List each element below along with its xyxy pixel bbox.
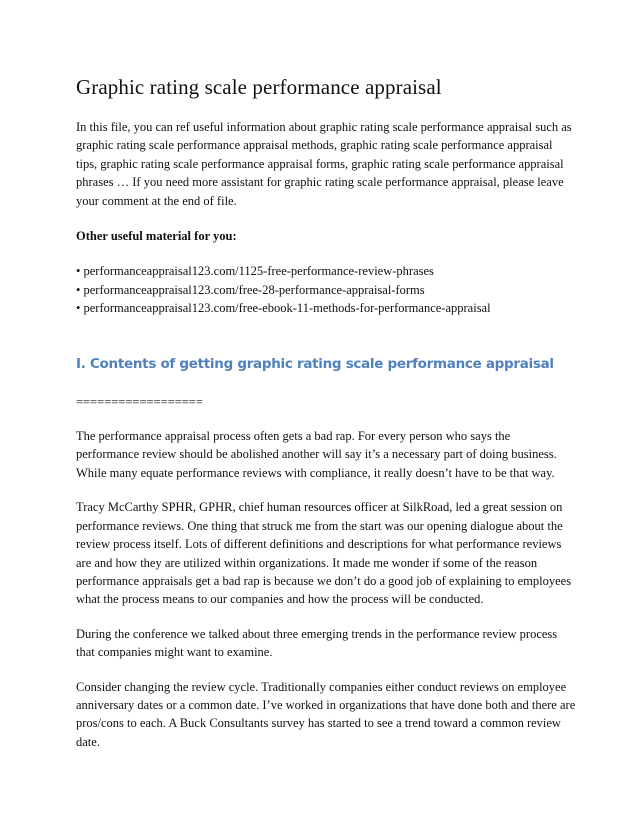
material-link[interactable]: • performanceappraisal123.com/free-ebook-11-methods-for-performance-appraisal	[76, 301, 491, 316]
document-title: Graphic rating scale performance appraisal	[76, 75, 442, 99]
body-paragraph: Consider changing the review cycle. Traditionally companies either conduct reviews on employee anniversary dates or a common date. I’ve worked in organizations that have done both and there are pros/cons to each. A Buck Consultants survey has started to see a trend toward a common review date.	[76, 679, 576, 749]
material-link[interactable]: • performanceappraisal123.com/free-28-performance-appraisal-forms	[76, 282, 425, 297]
section-heading: I. Contents of getting graphic rating scale performance appraisal	[76, 355, 554, 372]
document-content	[76, 74, 576, 751]
body-paragraph: The performance appraisal process often gets a bad rap. For every person who says the performance review should be abolished another will say it’s a necessary part of doing business. While many equate performance reviews with compliance, it really doesn’t have to be that way.	[76, 429, 557, 480]
intro-paragraph: In this file, you can ref useful information about graphic rating scale performance appraisal such as graphic rating scale performance appraisal methods, graphic rating scale performance appraisal tips, graphic rating scale performance appraisal forms, graphic rating scale performance appraisal phrases … If you need more assistant for graphic rating scale performance appraisal, please leave your comment at the end of file.	[76, 120, 572, 208]
other-material-heading: Other useful material for you:	[76, 229, 237, 244]
body-paragraph: During the conference we talked about three emerging trends in the performance review process that companies might want to examine.	[76, 626, 558, 660]
material-link-list	[76, 262, 576, 317]
text-divider: ==================	[76, 394, 203, 409]
material-link[interactable]: • performanceappraisal123.com/1125-free-performance-review-phrases	[76, 264, 434, 279]
body-paragraph: Tracy McCarthy SPHR, GPHR, chief human resources officer at SilkRoad, led a great session on performance reviews. One thing that struck me from the start was our opening dialogue about the review process itself. Lots of different definitions and descriptions for what performance reviews are and how they are utilized within organizations. It made me wonder if some of the reason performance appraisals get a bad rap is because we don’t do a good job of explaining to employees what the process means to our companies and how the process will be conducted.	[76, 500, 572, 607]
